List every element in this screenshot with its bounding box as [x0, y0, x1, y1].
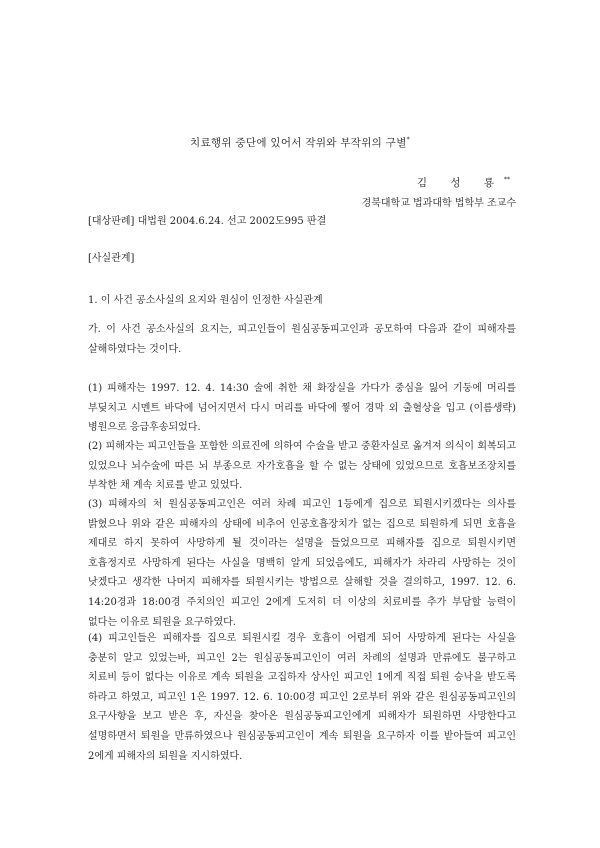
paragraph-fact-3: (3) 피해자의 처 원심공동피고인은 여러 차례 피고인 1등에게 집으로 퇴원시키겠다는 의사를 밝혔으나 위와 같은 피해자의 상태에 비추어 인공호흡장치가 없는 집으로 퇴원하게 되면 호흡을 제대로 하지 못하여 사망하게 될 것이라는 설명을 들었으므로 피해자를 집으로 퇴원시키면 호흡정지로 사망하게 된다는 사실을 명백히 알게 되었음에도, 피해자가 차라리 사망하는 것이 낫겠다고 생각한 나머지 피해자를 퇴원시키는 방법으로 살해할 것을 결의하고, 1997. 12. 6. 14:20경과 18:00경 주치의인 피고인 2에게 도저히 더 이상의 치료비를 추가 부담할 능력이 없다는 이유로 퇴원을 요구하였다.	[88, 499, 516, 628]
paragraph-fact-2: (2) 피해자는 피고인들을 포함한 의료진에 의하여 수술을 받고 중환자실로 옮겨져 의식이 회복되고 있었으나 뇌수술에 따른 뇌 부종으로 자가호흡을 할 수 없는 상태에 있었으므로 호흡보조장치를 부착한 채 계속 치료를 받고 있었다.	[88, 441, 516, 492]
paragraph-fact-1: (1) 피해자는 1997. 12. 4. 14:30 술에 취한 채 화장실을 가다가 중심을 잃어 기둥에 머리를 부딪치고 시멘트 바닥에 넘어지면서 다시 머리를 바닥에 찧어 경막 외 출혈상을 입고 (이름생략)병원으로 응급후송되었다.	[88, 383, 516, 434]
author-name-text: 김 성 룡	[416, 177, 504, 189]
article-title-text: 치료행위 중단에 있어서 작위와 부작위의 구별	[190, 137, 407, 149]
target-case	[88, 212, 326, 227]
article-title	[0, 135, 600, 150]
title-footnote-mark: *	[406, 136, 410, 144]
target-case-label: [대상판례]	[88, 216, 135, 227]
subsection-heading: 1. 이 사건 공소사실의 요지와 원심이 인정한 사실관계	[88, 295, 323, 306]
target-case-reference: 대법원 2004.6.24. 선고 2002도995 판결	[137, 216, 327, 227]
paragraph-fact-4: (4) 피고인들은 피해자를 집으로 퇴원시킬 경우 호흡이 어렵게 되어 사망하게 된다는 사실을 충분히 알고 있었는바, 피고인 2는 원심공동피고인이 여러 차례의 설명과 만류에도 불구하고 치료비 등이 없다는 이유로 계속 퇴원을 고집하자 상사인 피고인 1에게 직접 퇴원 승낙을 받도록 하라고 하였고, 피고인 1은 1997. 12. 6. 10:00경 피고인 2로부터 위와 같은 원심공동피고인의 요구사항을 보고 받은 후, 자신을 찾아온 원심공동피고인에게 피해자가 퇴원하면 사망한다고 설명하면서 퇴원을 만류하였으나 원심공동피고인이 계속 퇴원을 요구하자 이를 받아들여 피고인 2에게 피해자의 퇴원을 지시하였다.	[88, 633, 516, 762]
paragraph-summary: 가. 이 사건 공소사실의 요지는, 피고인들이 원심공동피고인과 공모하여 다음과 같이 피해자를 살해하였다는 것이다.	[88, 324, 516, 355]
section-heading: [사실관계]	[88, 253, 135, 264]
author-footnote-mark: **	[504, 176, 510, 184]
author-name	[417, 175, 510, 190]
author-affiliation: 경북대학교 법과대학 법학부 조교수	[361, 198, 516, 209]
